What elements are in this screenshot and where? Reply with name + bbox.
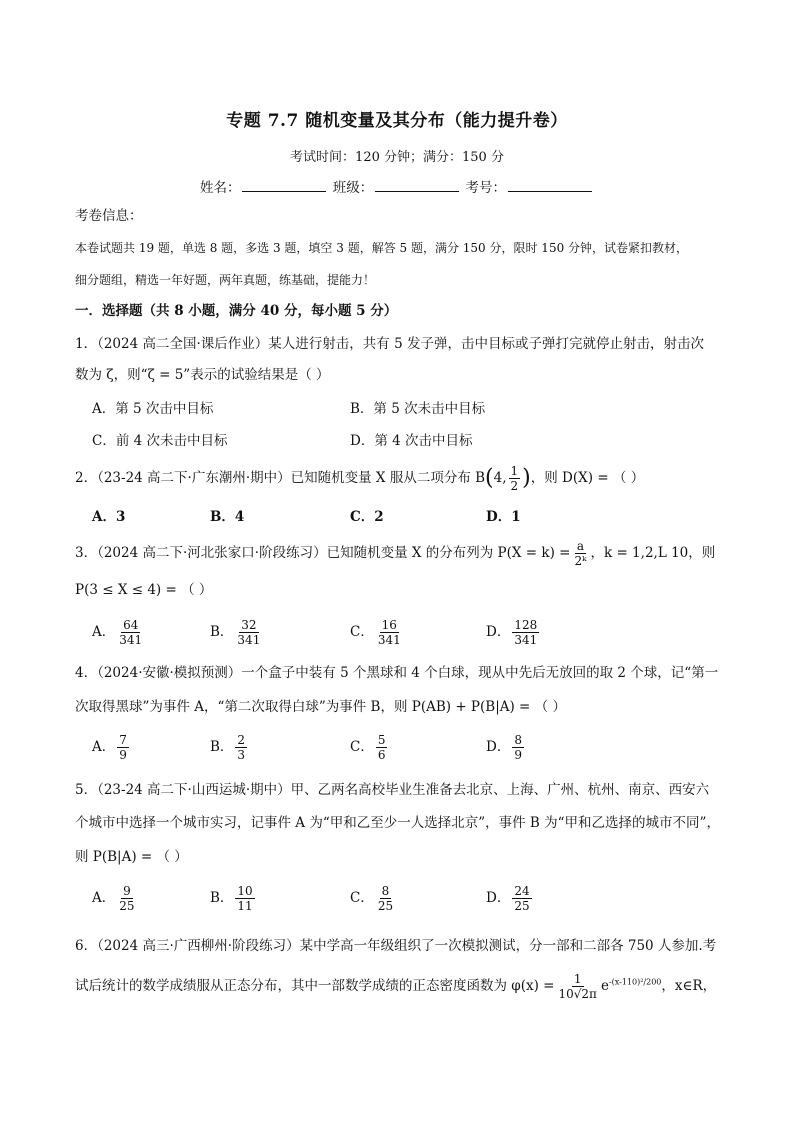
q3-option-a-num: 64 [123, 618, 139, 632]
q3-option-a-den: 341 [119, 633, 143, 647]
q4-line-2: 次取得黑球”为事件 A，“第二次取得白球”为事件 B，则 P(AB) + P(B|A) = （ ） [75, 699, 566, 715]
q5-option-a[interactable] [92, 884, 139, 913]
q3-option-a[interactable] [92, 618, 146, 647]
name-label: 姓名： [199, 180, 241, 196]
q1-option-d[interactable]: D．第 4 次击中目标 [350, 433, 473, 449]
q3-option-d-num: 128 [514, 618, 538, 632]
q1-line-1: 1．（2024 高二全国·课后作业）某人进行射击，共有 5 发子弹，击中目标或子弹打完就停止射击，射击次 [75, 336, 704, 352]
class-label: 班级： [332, 180, 374, 196]
q3-option-d[interactable] [486, 618, 541, 647]
q5-option-b[interactable] [210, 884, 257, 913]
q6-frac-num: 1 [573, 972, 582, 986]
q6-exp-sup: -(x-110)²/200 [608, 977, 662, 987]
q2-option-a[interactable]: A．3 [92, 509, 126, 525]
q2-text-a: 2．（23-24 高二下·广东潮州·期中）已知随机变量 X 服从二项分布 B [75, 470, 486, 486]
q5-option-d-den: 25 [514, 899, 530, 913]
q4-option-b[interactable] [210, 733, 249, 762]
info-heading: 考卷信息： [75, 208, 143, 224]
q2-binom-num: 1 [510, 464, 519, 478]
q4-option-c[interactable] [350, 733, 389, 762]
q5-option-d-num: 24 [514, 884, 530, 898]
q3-option-b-label: B． [210, 624, 234, 640]
q3-text-a: 3．（2024 高二下·河北张家口·阶段练习）已知随机变量 X 的分布列为 P(X = k) = [75, 545, 571, 561]
page-title: 专题 7.7 随机变量及其分布（能力提升卷） [226, 111, 568, 131]
q5-option-a-num: 9 [123, 884, 131, 898]
q6-line-2 [75, 972, 725, 1001]
q3-option-d-den: 341 [514, 633, 538, 647]
q4-option-b-label: B． [210, 739, 234, 755]
q2-binom-n: 4, [493, 470, 507, 486]
q6-text-a: 试后统计的数学成绩服从正态分布，其中一部数学成绩的正态密度函数为 φ(x) = [75, 978, 555, 994]
q1-option-c[interactable]: C．前 4 次未击中目标 [92, 433, 228, 449]
exam-info: 考试时间：120 分钟；满分：150 分 [290, 150, 504, 165]
q5-option-b-den: 11 [237, 899, 253, 913]
q5-line-3: 则 P(B|A) = （ ） [75, 849, 188, 865]
number-label: 考号： [465, 180, 507, 196]
q4-option-d-label: D． [486, 739, 511, 755]
q3-option-b[interactable] [210, 618, 264, 647]
q3-option-c[interactable] [350, 618, 405, 647]
q4-option-d-num: 8 [514, 733, 522, 747]
q3-frac-num: a [576, 539, 585, 553]
q5-option-a-label: A． [92, 890, 116, 906]
info-line-2: 细分题组，精选一年好题，两年真题，练基础，提能力！ [75, 273, 376, 287]
q3-option-c-label: C． [350, 624, 374, 640]
q1-option-b[interactable]: B．第 5 次未击中目标 [350, 401, 486, 417]
q2-option-c[interactable]: C．2 [350, 509, 384, 525]
section-heading: 一．选择题（共 8 小题，满分 40 分，每小题 5 分） [75, 303, 398, 319]
name-blank[interactable] [242, 179, 326, 192]
q5-option-d[interactable] [486, 884, 534, 913]
q3-stem [75, 539, 725, 568]
q2-binom-den: 2 [510, 479, 519, 493]
q5-line-2: 个城市中选择一个城市实习，记事件 A 为“甲和乙至少一人选择北京”，事件 B 为“甲和乙选择的城市不同”， [75, 815, 720, 831]
q2-stem: 2．（23-24 高二下·广东潮州·期中）已知随机变量 X 服从二项分布 B(4, $\frac{1}{2}$ )，则 D(X) = （ ） [75, 464, 645, 493]
q3-option-b-den: 341 [237, 633, 261, 647]
q4-option-b-den: 3 [237, 748, 246, 762]
q3-option-c-num: 16 [381, 618, 397, 632]
q5-option-c-den: 25 [377, 899, 394, 913]
q6-exp-base: e [600, 978, 609, 994]
q4-option-d-den: 9 [514, 748, 522, 762]
q2-option-d[interactable]: D．1 [486, 509, 521, 525]
q2-text-b: ，则 D(X) = （ ） [530, 470, 645, 486]
q5-option-c-label: C． [350, 890, 374, 906]
q1-option-a[interactable]: A．第 5 次击中目标 [92, 401, 214, 417]
q1-line-2: 数为 ζ，则“ζ = 5”表示的试验结果是（ ） [75, 367, 330, 383]
q4-option-a-num: 7 [119, 733, 127, 747]
q3-option-b-num: 32 [241, 618, 257, 632]
q4-option-c-num: 5 [377, 733, 386, 747]
q5-option-c[interactable] [350, 884, 397, 913]
info-line-1: 本卷试题共 19 题，单选 8 题，多选 3 题，填空 3 题，解答 5 题，满分 150 分，限时 150 分钟，试卷紧扣教材， [75, 241, 689, 255]
q5-option-c-num: 8 [381, 884, 390, 898]
q6-frac-den: 10√2π [558, 987, 597, 1001]
q3-line-2: P(3 ≤ X ≤ 4) = （ ） [75, 582, 213, 598]
q4-line-1: 4．（2024·安徽·模拟预测）一个盒子中装有 5 个黑球和 4 个白球，现从中先后无放回的取 2 个球，记“第一 [75, 665, 719, 681]
q4-option-d[interactable] [486, 733, 526, 762]
q3-option-c-den: 341 [377, 633, 401, 647]
q3-option-d-label: D． [486, 624, 511, 640]
q4-option-c-label: C． [350, 739, 374, 755]
q4-option-a[interactable] [92, 733, 131, 762]
q2-binom-p [509, 464, 521, 493]
student-fields [0, 176, 794, 196]
q5-option-d-label: D． [486, 890, 511, 906]
q5-option-b-num: 10 [237, 884, 253, 898]
q5-option-a-den: 25 [119, 899, 135, 913]
number-blank[interactable] [508, 179, 592, 192]
q4-option-a-label: A． [92, 739, 116, 755]
q4-option-b-num: 2 [237, 733, 246, 747]
q5-line-1: 5．（23-24 高二下·山西运城·期中）甲、乙两名高校毕业生准备去北京、上海、广州、杭州、南京、西安六 [75, 782, 710, 798]
q6-text-b: ，x∈R， [661, 978, 717, 994]
class-blank[interactable] [375, 179, 459, 192]
q6-line-1: 6．（2024 高三·广西柳州·阶段练习）某中学高一年级组织了一次模拟测试，分一部和二部各 750 人参加.考 [75, 938, 717, 954]
q3-option-a-label: A． [92, 624, 116, 640]
q2-option-b[interactable]: B．4 [210, 509, 245, 525]
q4-option-c-den: 6 [377, 748, 386, 762]
q4-option-a-den: 9 [119, 748, 127, 762]
q3-frac [572, 539, 588, 568]
q3-text-b: ，k = 1,2,L 10，则 [590, 545, 716, 561]
q5-option-b-label: B． [210, 890, 234, 906]
q6-frac [557, 972, 599, 1001]
q3-frac-den: 2ᵏ [574, 554, 587, 568]
